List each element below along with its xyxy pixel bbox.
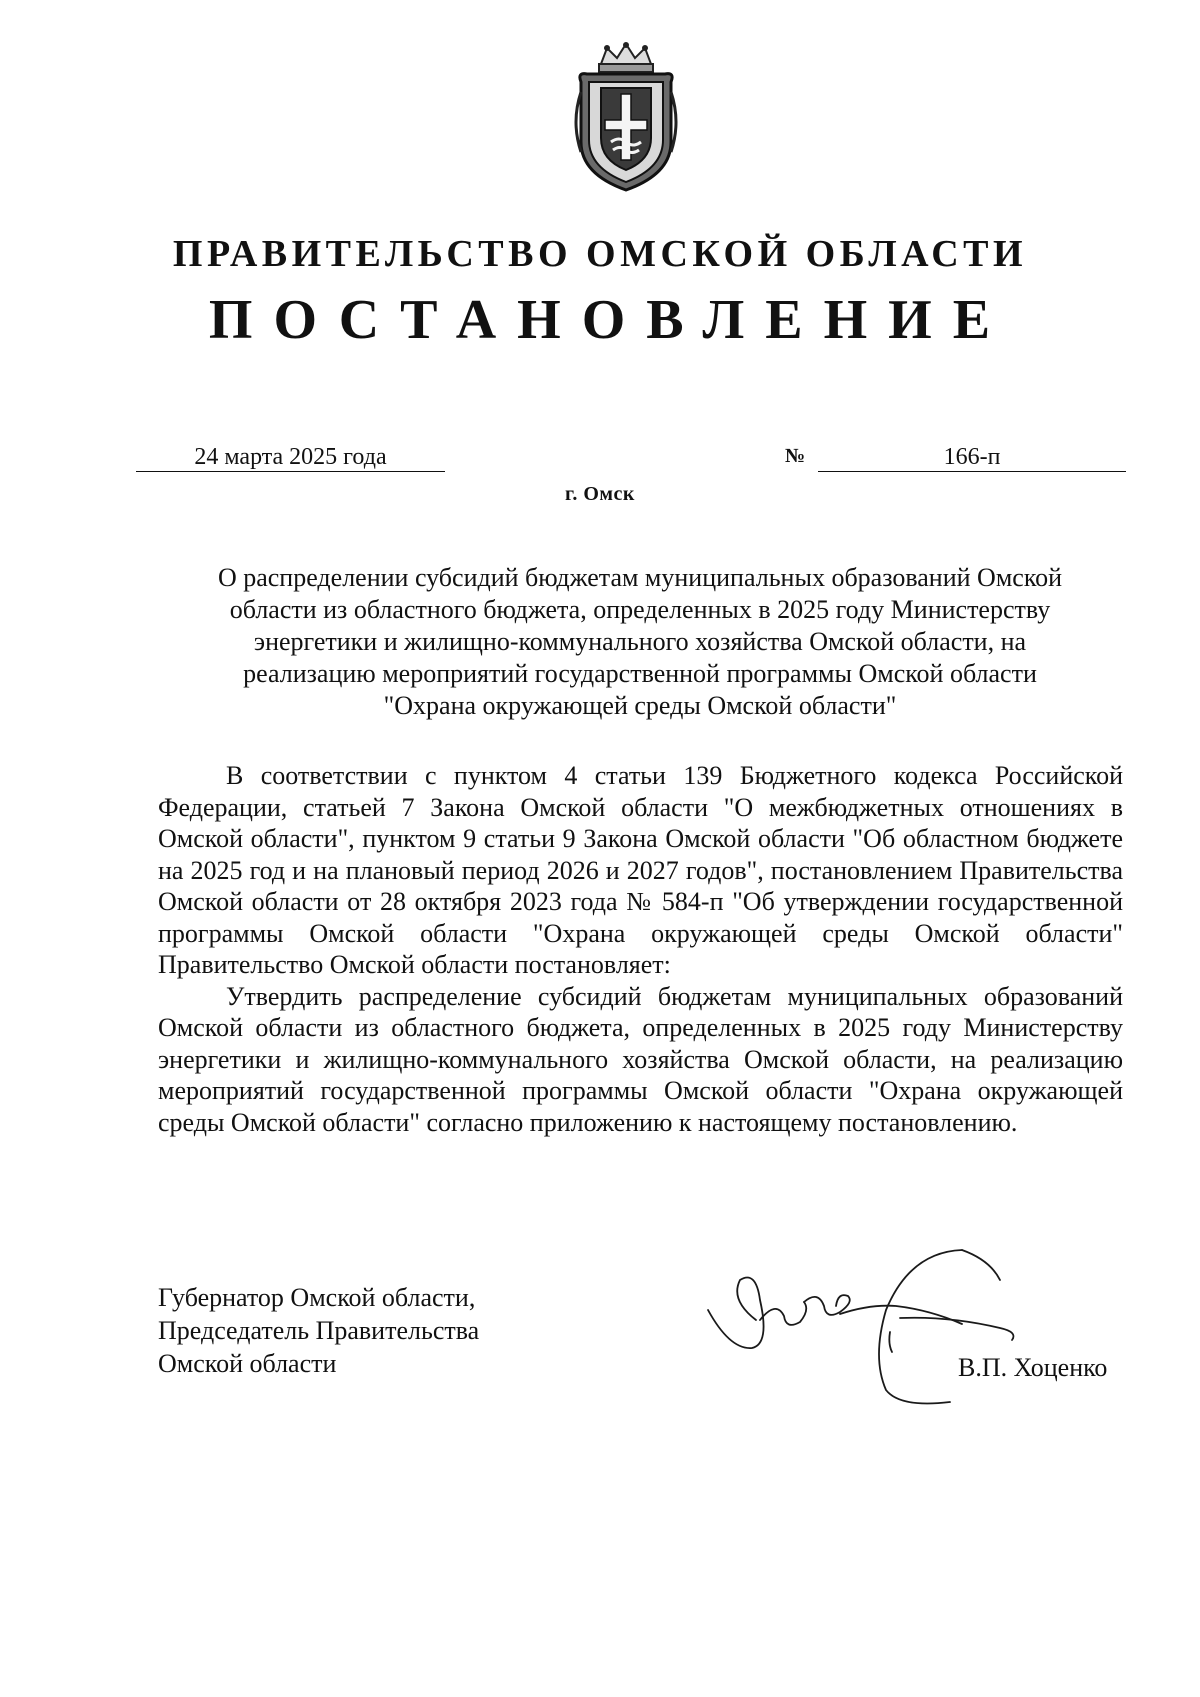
- government-title: ПРАВИТЕЛЬСТВО ОМСКОЙ ОБЛАСТИ: [172, 233, 1028, 275]
- document-subject: [160, 562, 1120, 722]
- signatory-title-line: Омской области: [158, 1349, 337, 1378]
- document-meta-row: [0, 443, 1200, 479]
- signatory-title: [158, 1281, 479, 1380]
- document-type-heading: ПОСТАНОВЛЕНИЕ: [208, 289, 1012, 351]
- subject-line: реализацию мероприятий государственной программы Омской области: [243, 659, 1037, 688]
- signatory-title-line: Председатель Правительства: [158, 1316, 480, 1345]
- number-sign: №: [785, 445, 806, 467]
- signer-name: В.П. Хоценко: [958, 1353, 1108, 1382]
- subject-line: "Охрана окружающей среды Омской области": [383, 691, 897, 720]
- signatory-title-line: Губернатор Омской области,: [158, 1283, 476, 1312]
- omsk-coat-of-arms-icon: [567, 42, 685, 192]
- body-paragraph: В соответствии с пунктом 4 статьи 139 Бюджетного кодекса Российской Федерации, статьей 7 Закона Омской области "О межбюджетных отношениях в Омской области", пунктом 9 статьи 9 Закона Омской области "Об областном бюджете на 2025 год и на плановый период 2026 и 2027 годов", постановлением Правительства Омской области от 28 октября 2023 года № 584-п "Об утверждении государственной программы Омской области "Охрана окружающей среды Омской области" Правительство Омской области постановляет:: [158, 761, 1123, 979]
- subject-line: О распределении субсидий бюджетам муниципальных образований Омской: [217, 563, 1063, 592]
- document-number: 166-п: [818, 443, 1126, 472]
- subject-line: энергетики и жилищно-коммунального хозяйства Омской области, на: [253, 627, 1027, 656]
- document-date: 24 марта 2025 года: [136, 443, 445, 472]
- document-city: г. Омск: [565, 483, 635, 505]
- handwritten-signature: [700, 1240, 1080, 1420]
- body-paragraph: Утвердить распределение субсидий бюджетам муниципальных образований Омской области из областного бюджета, определенных в 2025 году Министерству энергетики и жилищно-коммунального хозяйства Омской области, на реализацию мероприятий государственной программы Омской области "Охрана окружающей среды Омской области" согласно приложению к настоящему постановлению.: [158, 981, 1123, 1137]
- subject-line: области из областного бюджета, определенных в 2025 году Министерству: [229, 595, 1051, 624]
- document-body: [158, 760, 1123, 1138]
